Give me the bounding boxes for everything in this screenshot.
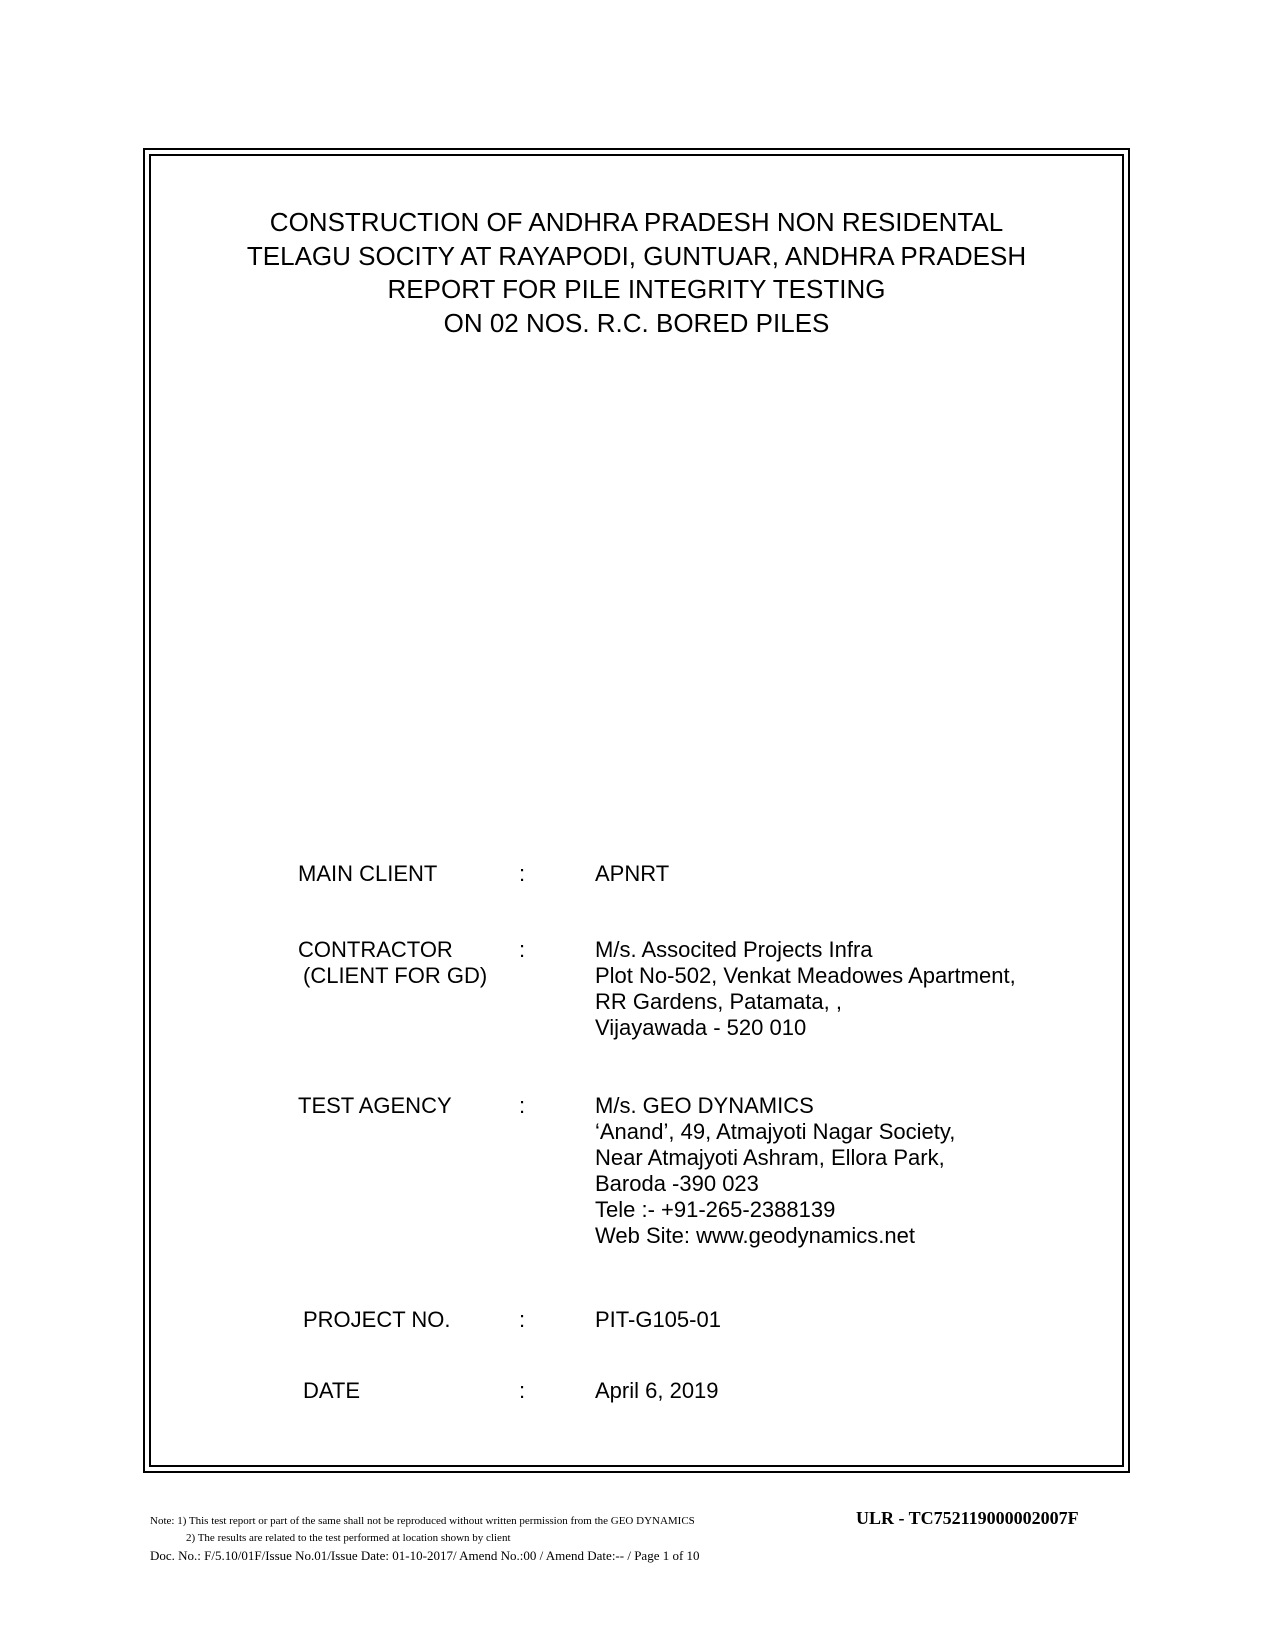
ulr-number: ULR - TC752119000002007F — [856, 1508, 1079, 1528]
page-border-inner — [149, 154, 1124, 1467]
test-agency-line-3: Near Atmajyoti Ashram, Ellora Park, — [595, 1145, 945, 1170]
project-no-colon: : — [519, 1307, 526, 1332]
test-agency-address — [595, 1093, 955, 1249]
footer-note-1: Note: 1) This test report or part of the same shall not be reproduced without written permission from the GEO DYNAMICS — [150, 1515, 695, 1527]
test-agency-line-4: Baroda -390 023 — [595, 1171, 759, 1196]
test-agency-line-1: M/s. GEO DYNAMICS — [595, 1093, 814, 1118]
report-title — [149, 206, 1124, 340]
title-line-3: REPORT FOR PILE INTEGRITY TESTING — [387, 274, 886, 304]
main-client-colon: : — [519, 861, 526, 886]
contractor-colon: : — [519, 937, 526, 962]
test-agency-line-5: Tele :- +91-265-2388139 — [595, 1197, 836, 1222]
main-client-value: APNRT — [595, 861, 670, 886]
test-agency-colon: : — [519, 1093, 526, 1118]
project-no-label: PROJECT NO. — [303, 1307, 451, 1332]
contractor-address — [595, 937, 1016, 1041]
contractor-line-1: M/s. Associted Projects Infra — [595, 937, 873, 962]
contractor-sublabel: (CLIENT FOR GD) — [303, 963, 488, 988]
contractor-label: CONTRACTOR — [298, 937, 453, 962]
contractor-line-4: Vijayawada - 520 010 — [595, 1015, 807, 1040]
footer-doc-number: Doc. No.: F/5.10/01F/Issue No.01/Issue Date: 01-10-2017/ Amend No.:00 / Amend Date:-- / Page 1 of 10 — [150, 1548, 700, 1563]
main-client-label: MAIN CLIENT — [298, 861, 438, 886]
title-line-4: ON 02 NOS. R.C. BORED PILES — [443, 307, 830, 338]
date-value: April 6, 2019 — [595, 1378, 719, 1403]
date-label: DATE — [303, 1378, 361, 1403]
test-agency-label: TEST AGENCY — [298, 1093, 452, 1118]
test-agency-line-6: Web Site: www.geodynamics.net — [595, 1223, 915, 1248]
title-line-1: CONSTRUCTION OF ANDHRA PRADESH NON RESIDENTAL — [269, 207, 1004, 237]
contractor-line-3: RR Gardens, Patamata, , — [595, 989, 842, 1014]
contractor-line-2: Plot No-502, Venkat Meadowes Apartment, — [595, 963, 1016, 988]
test-agency-line-2: ‘Anand’, 49, Atmajyoti Nagar Society, — [595, 1119, 956, 1144]
date-colon: : — [519, 1378, 526, 1403]
project-no-value: PIT-G105-01 — [595, 1307, 721, 1332]
footer-note-2: 2) The results are related to the test performed at location shown by client — [186, 1532, 511, 1544]
title-line-2: TELAGU SOCITY AT RAYAPODI, GUNTUAR, ANDHRA PRADESH — [246, 240, 1027, 271]
